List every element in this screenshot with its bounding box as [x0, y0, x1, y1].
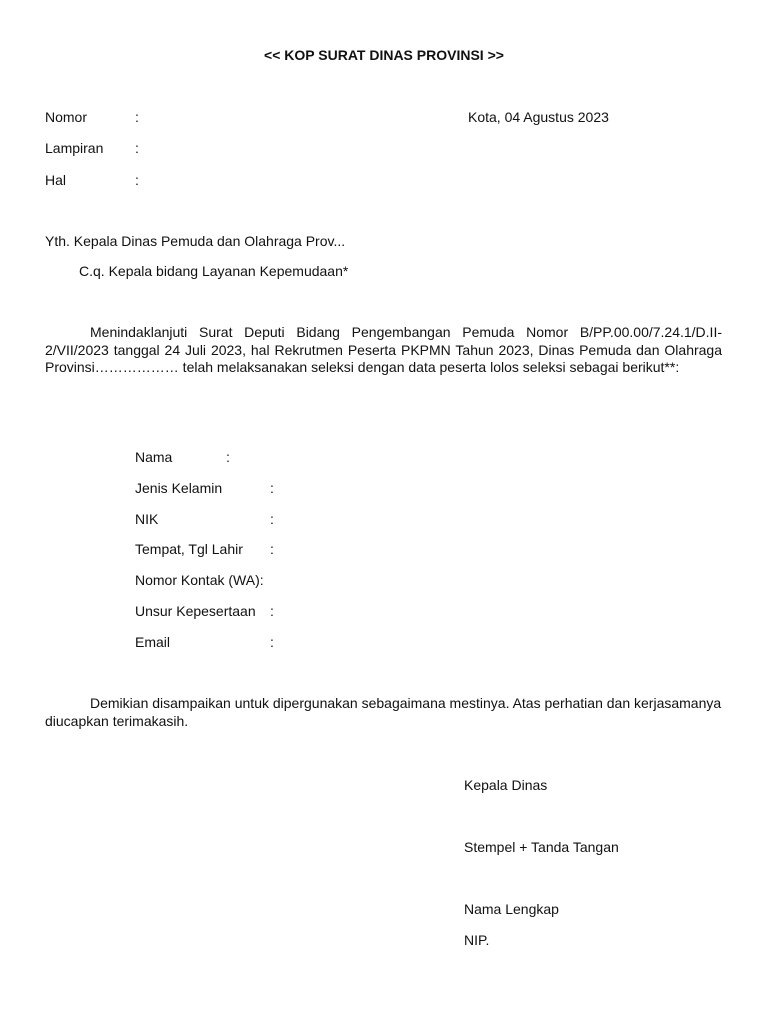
lampiran-colon: : — [135, 140, 139, 156]
field-unsur-label: Unsur Kepesertaan — [135, 603, 256, 619]
field-jenis-kelamin-colon: : — [270, 480, 274, 496]
field-email-label: Email — [135, 634, 171, 650]
recipient-line-1: Yth. Kepala Dinas Pemuda dan Olahraga Prov... — [45, 233, 346, 249]
field-nama-label: Nama — [135, 449, 173, 465]
signature-position: Kepala Dinas — [464, 777, 548, 793]
field-jenis-kelamin-label: Jenis Kelamin — [135, 480, 223, 496]
field-kontak-label: Nomor Kontak (WA): — [135, 572, 264, 588]
field-email-colon: : — [270, 634, 274, 650]
field-nama-colon: : — [226, 449, 230, 465]
body-paragraph-1-text: Menindaklanjuti Surat Deputi Bidang Pengembangan Pemuda Nomor B/PP.00.00/7.24.1/D.II-2/VII/2023 tanggal 24 Juli 2023, hal Rekrutmen Peserta PKPMN Tahun 2023, Dinas Pemuda dan Olahraga Provinsi……………… telah melaksanakan seleksi dengan data peserta lolos seleksi sebagai berikut**: — [45, 324, 722, 375]
recipient-line-2: C.q. Kepala bidang Layanan Kepemudaan* — [79, 263, 349, 279]
hal-label: Hal — [45, 172, 67, 188]
letterhead-title: << KOP SURAT DINAS PROVINSI >> — [264, 47, 504, 63]
signature-nip: NIP. — [464, 932, 490, 948]
body-paragraph-2 — [45, 695, 722, 730]
body-paragraph-2-text: Demikian disampaikan untuk dipergunakan sebagaimana mestinya. Atas perhatian dan kerjasamanya diucapkan terimakasih. — [45, 695, 722, 729]
field-ttl-label: Tempat, Tgl Lahir — [135, 541, 243, 557]
hal-colon: : — [135, 172, 139, 188]
body-paragraph-1 — [45, 324, 722, 377]
place-date: Kota, 04 Agustus 2023 — [468, 109, 609, 125]
field-unsur-colon: : — [270, 603, 274, 619]
signature-name: Nama Lengkap — [464, 901, 559, 917]
field-nik-label: NIK — [135, 511, 159, 527]
nomor-label: Nomor — [45, 109, 88, 125]
field-nik-colon: : — [270, 511, 274, 527]
lampiran-label: Lampiran — [45, 140, 104, 156]
signature-stamp-placeholder: Stempel + Tanda Tangan — [464, 839, 619, 855]
field-ttl-colon: : — [270, 541, 274, 557]
nomor-colon: : — [135, 109, 139, 125]
